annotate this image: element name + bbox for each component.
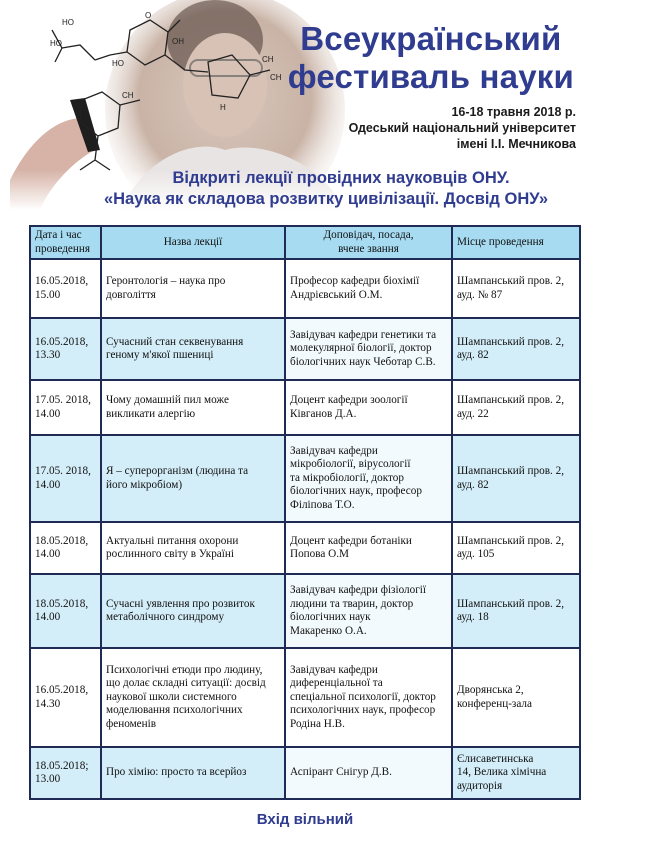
cell-speaker-line: молекулярної біології, доктор <box>290 342 432 355</box>
svg-text:O: O <box>145 11 152 20</box>
cell-lecture-title <box>101 318 285 380</box>
cell-speaker <box>285 318 452 380</box>
header-place: Місце проведення <box>452 226 580 259</box>
cell-lecture-title-line: Психологічні етюди про людину, <box>106 663 263 676</box>
lectures-heading <box>0 168 652 210</box>
table-row <box>30 648 580 747</box>
university-name-line1: Одеський національний університет <box>348 121 576 135</box>
cell-place-line: конференц-зала <box>457 697 532 710</box>
cell-place-line: ауд. 18 <box>457 611 489 623</box>
cell-lecture-title <box>101 747 285 799</box>
cell-date-line: 16.05.2018, <box>35 275 89 287</box>
cell-speaker <box>285 648 452 747</box>
table-row <box>30 380 580 435</box>
cell-lecture-title-line: Про хімію: просто та всерйоз <box>106 766 247 779</box>
cell-speaker-line: Доцент кафедри зоології <box>290 394 408 406</box>
cell-lecture-title-line: наукової школи системного <box>106 690 237 703</box>
cell-lecture-title-line: довголіття <box>106 288 156 301</box>
cell-speaker-line: Макаренко О.А. <box>290 624 367 637</box>
cell-place-line: аудиторія <box>457 779 503 792</box>
cell-date-line: 18.05.2018; <box>35 759 89 772</box>
table-row <box>30 574 580 648</box>
cell-place-line: ауд. 82 <box>457 478 489 491</box>
cell-date <box>30 380 101 435</box>
festival-info <box>349 104 576 152</box>
cell-place-line: Єлисаветинська <box>457 752 534 765</box>
cell-place <box>452 574 580 648</box>
cell-place-line: ауд. 22 <box>457 407 489 420</box>
cell-lecture-title-line: метаболічного синдрому <box>106 611 225 623</box>
festival-title <box>288 20 574 96</box>
cell-date-line: 17.05. 2018, <box>35 394 91 406</box>
svg-text:HO: HO <box>62 18 74 27</box>
cell-place-line: Дворянська 2, <box>457 684 524 696</box>
festival-title-line2: фестиваль науки <box>287 58 574 95</box>
cell-lecture-title-line: що долає складні ситуації: досвід <box>106 677 266 690</box>
cell-date-line: 14.00 <box>35 548 61 560</box>
cell-date <box>30 318 101 380</box>
cell-lecture-title-line: Сучасний стан секвенування <box>106 335 244 348</box>
cell-date-line: 18.05.2018, <box>35 597 89 610</box>
cell-date <box>30 574 101 648</box>
cell-date <box>30 747 101 799</box>
svg-text:HO: HO <box>112 59 124 68</box>
lectures-heading-line2: «Наука як складова розвитку цивілізації. Досвід ОНУ» <box>103 190 549 208</box>
university-name-line2: імені І.І. Мечникова <box>456 137 576 151</box>
svg-text:H: H <box>220 103 226 112</box>
cell-lecture-title-line: геному м'якої пшениці <box>106 349 214 361</box>
cell-date-line: 18.05.2018, <box>35 534 89 547</box>
table-row <box>30 747 580 799</box>
cell-speaker <box>285 435 452 522</box>
cell-lecture-title-line: Я – суперорганізм (людина та <box>106 465 249 477</box>
cell-speaker-line: Аспірант Снігур Д.В. <box>290 766 392 779</box>
cell-speaker-line: диференціальної та <box>290 677 383 690</box>
cell-speaker-line: Завідувач кафедри фізіології <box>290 584 427 596</box>
cell-place-line: 14, Велика хімічна <box>457 766 547 779</box>
cell-date-line: 13.00 <box>35 773 61 785</box>
cell-speaker-line: Андрієвський О.М. <box>290 288 383 301</box>
cell-place-line: ауд. № 87 <box>457 288 503 301</box>
cell-speaker <box>285 380 452 435</box>
festival-dates: 16-18 травня 2018 р. <box>451 105 576 119</box>
svg-text:HO: HO <box>50 39 62 48</box>
cell-place <box>452 380 580 435</box>
cell-lecture-title-line: феноменів <box>106 717 157 730</box>
cell-date <box>30 522 101 574</box>
cell-speaker <box>285 259 452 318</box>
cell-place-line: Шампанський пров. 2, <box>457 465 564 477</box>
cell-speaker-line: та мікробіології, доктор <box>290 471 404 484</box>
cell-lecture-title-line: його мікробіом) <box>106 478 183 491</box>
table-row <box>30 259 580 318</box>
cell-lecture-title-line: Актуальні питання охорони <box>106 534 239 547</box>
cell-date-line: 14.00 <box>35 407 61 420</box>
lectures-heading-line1: Відкриті лекції провідних науковців ОНУ. <box>172 169 510 187</box>
cell-date-line: 13.30 <box>35 349 61 361</box>
cell-speaker <box>285 574 452 648</box>
cell-lecture-title-line: рослинного світу в Україні <box>106 548 234 560</box>
cell-lecture-title-line: Геронтологія – наука про <box>106 275 226 287</box>
cell-speaker-line: Попова О.М <box>290 548 349 560</box>
header-lecture: Назва лекції <box>101 226 285 259</box>
cell-place <box>452 747 580 799</box>
cell-date-line: 14.00 <box>35 478 61 491</box>
festival-title-line1: Всеукраїнський <box>300 20 562 57</box>
cell-place-line: Шампанський пров. 2, <box>457 335 564 348</box>
cell-date-line: 17.05. 2018, <box>35 465 91 477</box>
cell-date-line: 14.00 <box>35 611 61 623</box>
cell-lecture-title-line: викликати алергію <box>106 407 196 420</box>
cell-speaker-line: біологічних наук <box>290 611 371 623</box>
table-row <box>30 522 580 574</box>
table-row <box>30 318 580 380</box>
svg-text:CH: CH <box>122 91 134 100</box>
cell-speaker <box>285 747 452 799</box>
cell-speaker-line: Завідувач кафедри <box>290 663 378 676</box>
cell-lecture-title <box>101 435 285 522</box>
cell-place-line: Шампанський пров. 2, <box>457 394 564 406</box>
cell-speaker-line: спеціальної психології, доктор <box>290 690 436 703</box>
cell-speaker-line: Доцент кафедри ботаніки <box>290 534 412 547</box>
header-speaker: Доповідач, посада, вчене звання <box>285 226 452 259</box>
cell-lecture-title-line: Сучасні уявлення про розвиток <box>106 597 255 610</box>
cell-date <box>30 648 101 747</box>
cell-speaker-line: біологічних наук, професор <box>290 485 422 498</box>
cell-place-line: Шампанський пров. 2, <box>457 534 564 547</box>
cell-lecture-title <box>101 259 285 318</box>
cell-lecture-title-line: Чому домашній пил може <box>106 394 229 406</box>
cell-date-line: 14.30 <box>35 697 61 710</box>
cell-speaker-line: мікробіології, вірусології <box>290 458 411 471</box>
cell-speaker-line: психологічних наук, професор <box>290 704 436 717</box>
cell-place-line: ауд. 105 <box>457 548 495 560</box>
cell-speaker <box>285 522 452 574</box>
lecture-schedule-table <box>29 225 581 800</box>
cell-date <box>30 435 101 522</box>
cell-date-line: 16.05.2018, <box>35 335 89 348</box>
cell-place <box>452 435 580 522</box>
cell-place <box>452 522 580 574</box>
table-header-row <box>30 226 580 259</box>
header-date: Дата і час проведення <box>30 226 101 259</box>
cell-place <box>452 259 580 318</box>
cell-lecture-title-line: моделювання психологічних <box>106 704 243 717</box>
table-row <box>30 435 580 522</box>
cell-date-line: 16.05.2018, <box>35 684 89 696</box>
cell-date-line: 15.00 <box>35 288 61 301</box>
cell-speaker-line: людини та тварин, доктор <box>290 597 414 610</box>
cell-date <box>30 259 101 318</box>
cell-speaker-line: біологічних наук Чеботар С.В. <box>290 355 436 368</box>
cell-speaker-line: Завідувач кафедри генетики та <box>290 328 437 341</box>
cell-speaker-line: Завідувач кафедри <box>290 444 378 457</box>
svg-text:OH: OH <box>172 37 184 46</box>
cell-lecture-title <box>101 648 285 747</box>
svg-text:CH: CH <box>270 73 282 82</box>
cell-lecture-title <box>101 522 285 574</box>
svg-text:CH: CH <box>262 55 274 64</box>
cell-lecture-title <box>101 574 285 648</box>
cell-speaker-line: Філіпова Т.О. <box>290 498 355 511</box>
cell-place-line: Шампанський пров. 2, <box>457 597 564 610</box>
cell-place-line: ауд. 82 <box>457 349 489 361</box>
free-entry-note: Вхід вільний <box>256 811 354 828</box>
cell-place <box>452 318 580 380</box>
cell-speaker-line: Родіна Н.В. <box>290 717 345 730</box>
cell-place-line: Шампанський пров. 2, <box>457 275 564 287</box>
cell-place <box>452 648 580 747</box>
cell-speaker-line: Ківганов Д.А. <box>290 407 357 420</box>
cell-speaker-line: Професор кафедри біохімії <box>290 275 420 287</box>
cell-lecture-title <box>101 380 285 435</box>
